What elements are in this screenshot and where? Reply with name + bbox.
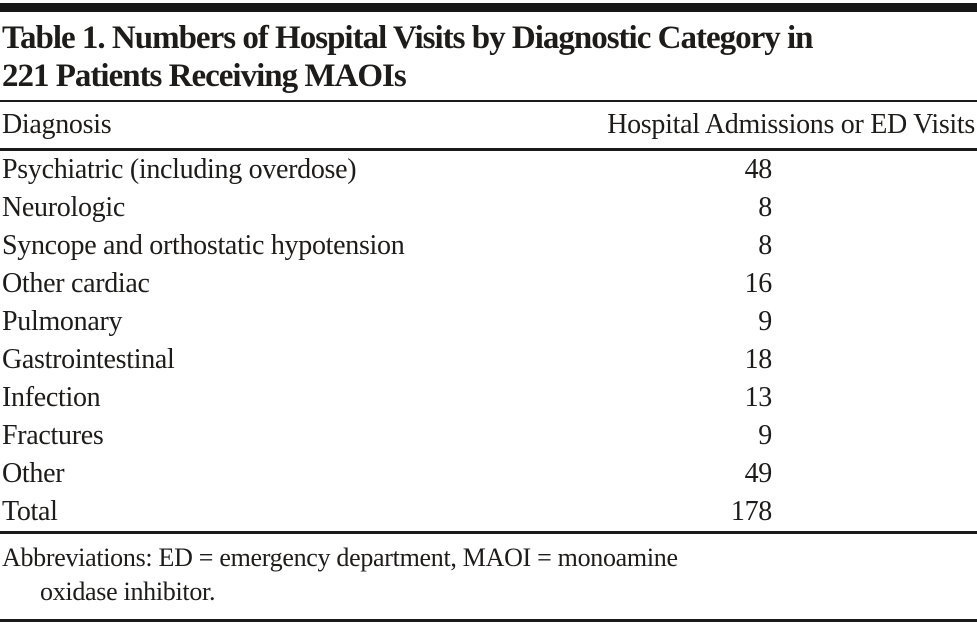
table-row [0, 455, 977, 493]
column-header-visits: Hospital Admissions or ED Visits [607, 109, 975, 140]
diagnosis-cell: Other cardiac [2, 268, 150, 299]
table-title-line-1: Table 1. Numbers of Hospital Visits by Diagnostic Category in [2, 20, 813, 56]
table-top-bar [0, 3, 977, 12]
diagnosis-cell: Infection [2, 382, 101, 413]
table-row-total [0, 493, 977, 531]
visits-cell: 49 [744, 458, 772, 489]
visits-cell: 178 [730, 496, 772, 527]
footnote-line-2: oxidase inhibitor. [40, 577, 216, 606]
diagnosis-cell: Psychiatric (including overdose) [2, 154, 357, 185]
visits-cell: 8 [758, 230, 772, 261]
table-row [0, 189, 977, 227]
diagnosis-cell: Total [2, 496, 58, 527]
table-header-row [0, 102, 977, 148]
table-title-line-2: 221 Patients Receiving MAOIs [2, 58, 406, 94]
visits-cell: 8 [758, 192, 772, 223]
visits-cell: 16 [744, 268, 772, 299]
table-row [0, 151, 977, 189]
footnote-line-1: Abbreviations: ED = emergency department, MAOI = monoamine [2, 543, 678, 572]
visits-cell: 18 [744, 344, 772, 375]
table-body [0, 151, 977, 531]
visits-cell: 13 [744, 382, 772, 413]
diagnosis-cell: Fractures [2, 420, 104, 451]
table-row [0, 303, 977, 341]
table-row [0, 265, 977, 303]
rule-bottom [0, 619, 977, 622]
column-header-diagnosis: Diagnosis [2, 109, 112, 140]
table-row [0, 341, 977, 379]
table-row [0, 379, 977, 417]
table-title [0, 12, 977, 100]
table-row [0, 227, 977, 265]
diagnosis-cell: Pulmonary [2, 306, 123, 337]
visits-cell: 9 [758, 420, 772, 451]
diagnosis-cell: Syncope and orthostatic hypotension [2, 230, 405, 261]
visits-cell: 48 [744, 154, 772, 185]
diagnosis-cell: Neurologic [2, 192, 125, 223]
diagnosis-cell: Other [2, 458, 65, 489]
diagnosis-cell: Gastrointestinal [2, 344, 175, 375]
visits-cell: 9 [758, 306, 772, 337]
table-footnote [0, 534, 977, 619]
table-row [0, 417, 977, 455]
